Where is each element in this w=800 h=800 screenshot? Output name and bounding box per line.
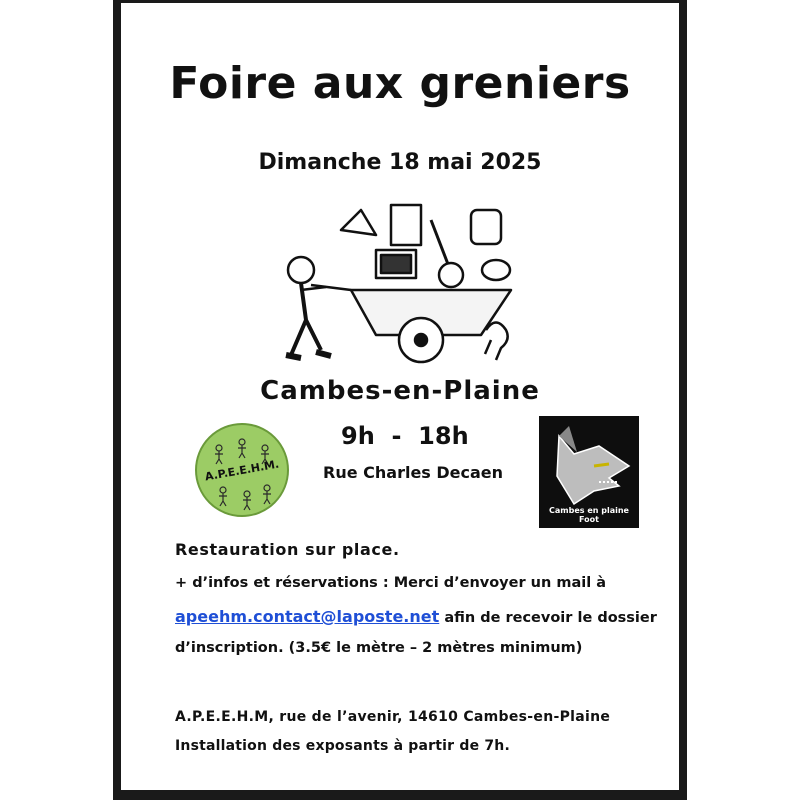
- foot-club-logo: [539, 416, 639, 528]
- email-line: [175, 607, 657, 626]
- price-line: d’inscription. (3.5€ le mètre – 2 mètres minimum): [175, 640, 583, 656]
- foot-club-caption: Cambes en plaine Foot: [549, 506, 629, 524]
- info-line: + d’infos et réservations : Merci d’envoyer un mail à: [175, 575, 607, 591]
- street-name: Rue Charles Decaen: [323, 463, 504, 482]
- wolf-head-icon: [539, 416, 639, 511]
- poster-title: Foire aux greniers: [169, 58, 631, 109]
- apeehm-logo: [187, 420, 297, 520]
- opening-hours: 9h - 18h: [341, 422, 469, 450]
- poster-sheet: [113, 0, 687, 800]
- event-date: Dimanche 18 mai 2025: [258, 150, 542, 175]
- organizer-address: A.P.E.E.H.M, rue de l’avenir, 14610 Cambes-en-Plaine: [175, 709, 611, 725]
- apeehm-logo-text: A.P.E.E.H.M.: [203, 457, 281, 484]
- town-name: Cambes-en-Plaine: [260, 376, 540, 406]
- email-suffix: afin de recevoir le dossier: [439, 610, 657, 626]
- restauration-note: Restauration sur place.: [175, 540, 400, 559]
- setup-time: Installation des exposants à partir de 7h.: [175, 738, 510, 754]
- email-link[interactable]: apeehm.contact@laposte.net: [175, 607, 440, 626]
- wheelbarrow-illustration: [281, 190, 541, 370]
